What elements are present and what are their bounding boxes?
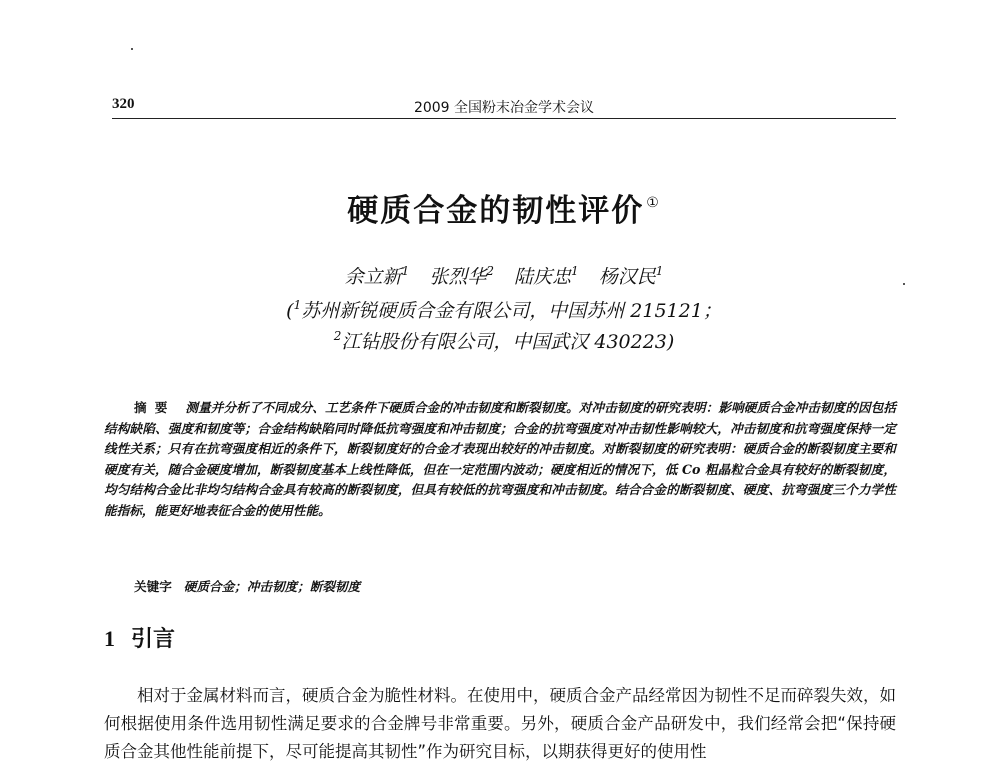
keywords — [134, 576, 894, 595]
title-text: 硬质合金的韧性评价 — [347, 193, 645, 229]
scan-speck — [131, 48, 133, 50]
paper-title — [112, 185, 896, 230]
scan-speck — [903, 283, 905, 285]
affiliation-1: ($^1$苏州新锐硬质合金有限公司，中国苏州 215121； — [286, 298, 722, 322]
page-number: 320 — [112, 96, 135, 112]
keywords-text: 硬质合金；冲击韧度；断裂韧度 — [183, 579, 361, 594]
affiliation-2: $^2$江钻股份有限公司，中国武汉 430223) — [333, 329, 675, 353]
title-footnote-mark: ① — [646, 195, 661, 211]
author: 陆庆忠$^1$ — [514, 264, 579, 288]
section-number: 1 — [104, 626, 115, 651]
conference-name: 2009 全国粉末冶金学术会议 — [413, 100, 595, 116]
section-title: 引言 — [131, 627, 176, 652]
author-list — [112, 262, 896, 289]
abstract-label: 摘要 — [134, 400, 176, 415]
body-paragraph: 相对于金属材料而言，硬质合金为脆性材料。在使用中，硬质合金产品经常因为韧性不足而碎裂失效，如何根据使用条件选用韧性满足要求的合金牌号非常重要。另外，硬质合金产品研发中，我们经常会把“保持硬质合金其他性能前提下，尽可能提高其韧性”作为研究目标，以期获得更好的使用性 — [104, 686, 896, 761]
keywords-label: 关键字 — [134, 579, 172, 594]
abstract-text: 测量并分析了不同成分、工艺条件下硬质合金的冲击韧度和断裂韧度。对冲击韧度的研究表明：影响硬质合金冲击韧度的因包括结构缺陷、强度和韧度等；合金结构缺陷同时降低抗弯强度和冲击韧度；合金的抗弯强度对冲击韧性影响较大，冲击韧度和抗弯强度保持一定线性关系；只有在抗弯强度相近的条件下，断裂韧度好的合金才表现出较好的冲击韧度。对断裂韧度的研究表明：硬质合金的断裂韧度主要和硬度有关，随合金硬度增加，断裂韧度基本上线性降低，但在一定范围内波动；硬度相近的情况下，低 Co 粗晶粒合金具有较好的断裂韧度，均匀结构合金比非均匀结构合金具有较高的断裂韧度，但具有较低的抗弯强度和冲击韧度。结合合金的断裂韧度、硬度、抗弯强度三个力学性能指标，能更好地表征合金的使用性能。 — [104, 400, 897, 518]
author: 张烈华$^2$ — [429, 264, 494, 288]
running-header — [112, 96, 896, 119]
author: 杨汉民$^1$ — [598, 264, 664, 288]
author: 余立新$^1$ — [344, 264, 410, 288]
abstract — [104, 398, 896, 521]
section-heading — [104, 622, 175, 653]
